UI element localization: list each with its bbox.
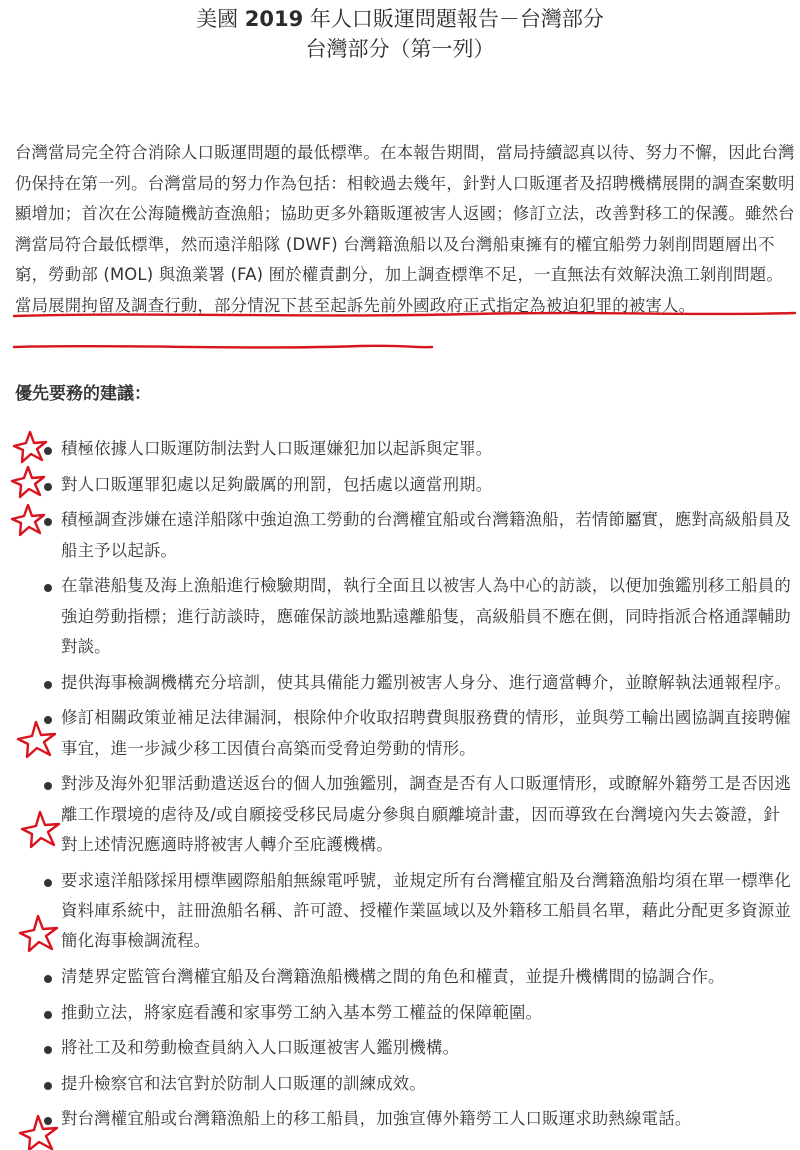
bullet-icon xyxy=(44,716,52,724)
bullet-icon xyxy=(44,782,52,790)
bullet-icon xyxy=(44,483,52,491)
recommendations-heading: 優先要務的建議： xyxy=(15,384,151,404)
bullet-icon xyxy=(44,447,52,455)
list-item: 要求遠洋船隊採用標準國際船舶無線電呼號，並規定所有台灣權宜船及台灣籍漁船均須在單一標準化資料庫系統中，註冊漁船名稱、許可證、授權作業區域以及外籍移工船員名單，藉此分配更多資源並簡化海事檢調流程。 xyxy=(0,866,800,957)
list-item: 清楚界定監管台灣權宜船及台灣籍漁船機構之間的角色和權責，並提升機構間的協調合作。 xyxy=(0,962,800,992)
intro-paragraph: 台灣當局完全符合消除人口販運問題的最低標準。在本報告期間，當局持續認真以待、努力不懈，因此台灣仍保持在第一列。台灣當局的努力作為包括：相較過去幾年，針對人口販運者及招聘機構展開的調查案數明顯增加；首次在公海隨機訪查漁船；協助更多外籍販運被害人返國；修訂立法，改善對移工的保護。雖然台灣當局符合最低標準，然而遠洋船隊 (DWF) 台灣籍漁船以及台灣船東擁有的權宜船勞力剝削問題層出不窮，勞動部 (MOL) 與漁業署 (FA) 囿於權責劃分，加上調查標準不足，一直無法有效解決漁工剝削問題。當局展開拘留及調查行動，部分情況下甚至起訴先前外國政府正式指定為被迫犯罪的被害人。 xyxy=(15,143,795,315)
list-item: 積極調查涉嫌在遠洋船隊中強迫漁工勞動的台灣權宜船或台灣籍漁船，若情節屬實，應對高級船員及船主予以起訴。 xyxy=(0,505,800,566)
bullet-icon xyxy=(44,518,52,526)
bullet-icon xyxy=(44,1046,52,1054)
bullet-icon xyxy=(44,584,52,592)
document-title xyxy=(0,4,800,64)
underline-annotation xyxy=(14,346,432,348)
list-item: 對涉及海外犯罪活動遣送返台的個人加強鑑別，調查是否有人口販運情形，或瞭解外籍勞工是否因逃離工作環境的虐待及/或自願接受移民局處分參與自願離境計畫，因而導致在台灣境內失去簽證，針對上述情況應適時將被害人轉介至庇護機構。 xyxy=(0,769,800,860)
bullet-icon xyxy=(44,1082,52,1090)
list-item: 對人口販運罪犯處以足夠嚴厲的刑罰，包括處以適當刑期。 xyxy=(0,470,800,500)
list-item: 將社工及和勞動檢查員納入人口販運被害人鑑別機構。 xyxy=(0,1033,800,1063)
list-item: 提供海事檢調機構充分培訓，使其具備能力鑑別被害人身分、進行適當轉介，並瞭解執法通報程序。 xyxy=(0,668,800,698)
list-item: 修訂相關政策並補足法律漏洞，根除仲介收取招聘費與服務費的情形，並與勞工輸出國協調直接聘僱事宜，進一步減少移工因債台高築而受脅迫勞動的情形。 xyxy=(0,703,800,764)
list-item: 在靠港船隻及海上漁船進行檢驗期間，執行全面且以被害人為中心的訪談，以便加強鑑別移工船員的強迫勞動指標；進行訪談時，應確保訪談地點遠離船隻，高級船員不應在側，同時指派合格通譯輔助對談。 xyxy=(0,571,800,662)
report-subtitle: 台灣部分（第一列） xyxy=(305,37,495,61)
bullet-icon xyxy=(44,879,52,887)
list-item: 提升檢察官和法官對於防制人口販運的訓練成效。 xyxy=(0,1069,800,1099)
bullet-icon xyxy=(44,681,52,689)
report-title: 美國 2019 年人口販運問題報告－台灣部分 xyxy=(196,7,604,31)
list-item: 推動立法，將家庭看護和家事勞工納入基本勞工權益的保障範圍。 xyxy=(0,998,800,1028)
list-item: 對台灣權宜船或台灣籍漁船上的移工船員，加強宣傳外籍勞工人口販運求助熱線電話。 xyxy=(0,1104,800,1134)
list-item: 積極依據人口販運防制法對人口販運嫌犯加以起訴與定罪。 xyxy=(0,434,800,464)
bullet-icon xyxy=(44,1011,52,1019)
recommendations-list xyxy=(0,434,800,1140)
bullet-icon xyxy=(44,975,52,983)
bullet-icon xyxy=(44,1117,52,1125)
